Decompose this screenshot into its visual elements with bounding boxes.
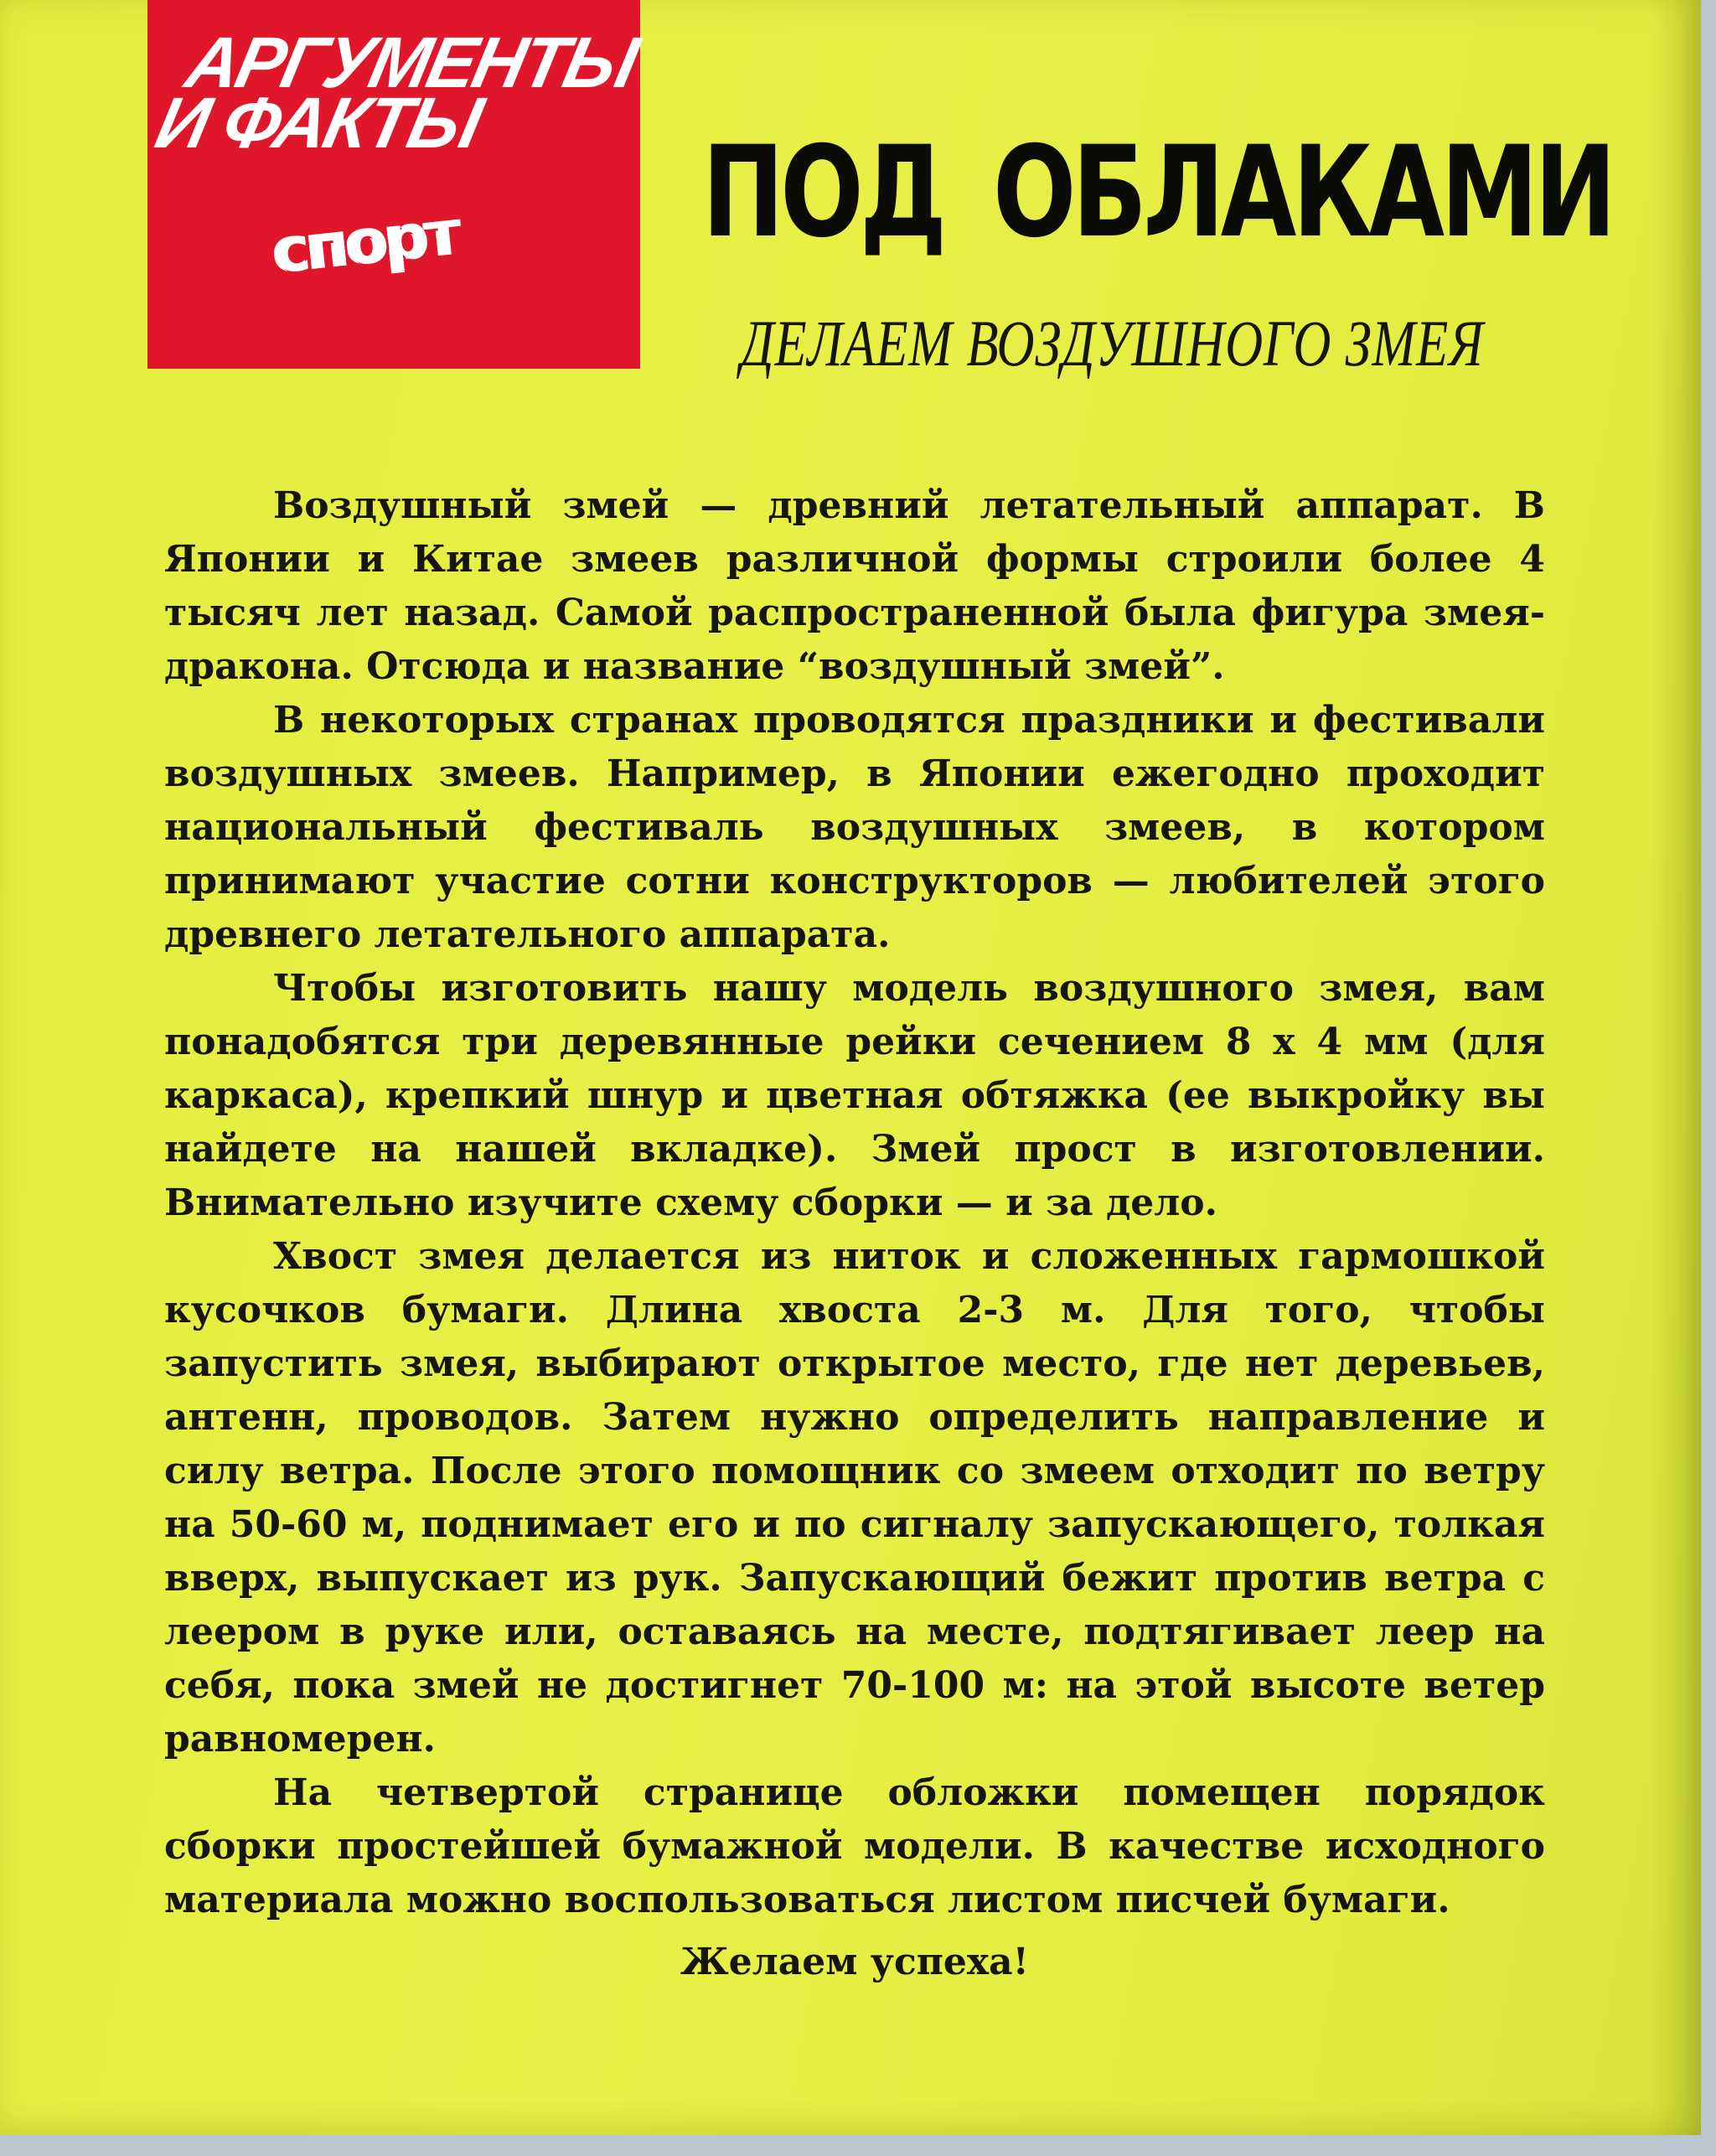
article-paragraph: Хвост змея делается из ниток и сложенных гармошкой кусочков бумаги. Длина хвоста 2-3 м. Для того, чтобы запустить змея, выбирают открытое место, где нет деревьев, антенн, проводов. Затем нужно определить направление и силу ветра. После этого помощник со змеем отходит по ветру на 50-60 м, поднимает его и по сигналу запускающего, толкая вверх, выпускает из рук. Запускающий бежит против ветра с леером в руке или, оставаясь на месте, подтягивает леер на себя, пока змей не достигнет 70-100 м: на этой высоте ветер равномерен.	[164, 1235, 1545, 1760]
closing-line: Желаем успеха!	[680, 1941, 1029, 1983]
publisher-logo	[147, 0, 644, 369]
article-paragraph: На четвертой странице обложки помещен порядок сборки простейшей бумажной модели. В качестве исходного материала можно воспользоваться листом писчей бумаги.	[164, 1771, 1545, 1921]
article-paragraph: Воздушный змей — древний летательный аппарат. В Японии и Китае змеев различной формы строили более 4 тысяч лет назад. Самой распространенной была фигура змея-дракона. Отсюда и название “воздушный змей”.	[164, 484, 1545, 688]
page-subtitle: ДЕЛАЕМ ВОЗДУШНОГО ЗМЕЯ	[741, 307, 1484, 380]
article-paragraph: Чтобы изготовить нашу модель воздушного змея, вам понадобятся три деревянные рейки сечением 8 х 4 мм (для каркаса), крепкий шнур и цветная обтяжка (ее выкройку вы найдете на нашей вкладке). Змей прост в изготовлении. Внимательно изучите схему сборки — и за дело.	[164, 967, 1545, 1224]
logo-sport: спорт	[270, 196, 463, 288]
page-title: ПОД ОБЛАКАМИ	[702, 120, 1613, 266]
article-body	[164, 479, 1545, 1927]
logo-line-1: АРГУМЕНТЫ	[178, 23, 644, 103]
page-fold-shadow	[1651, 0, 1701, 2135]
article-paragraph: В некоторых странах проводятся праздники и фестивали воздушных змеев. Например, в Японии ежегодно проходит национальный фестиваль воздушных змеев, в котором принимают участие сотни конструкторов — любителей этого древнего летательного аппарата.	[164, 699, 1545, 956]
logo-line-2: И ФАКТЫ	[148, 83, 488, 163]
